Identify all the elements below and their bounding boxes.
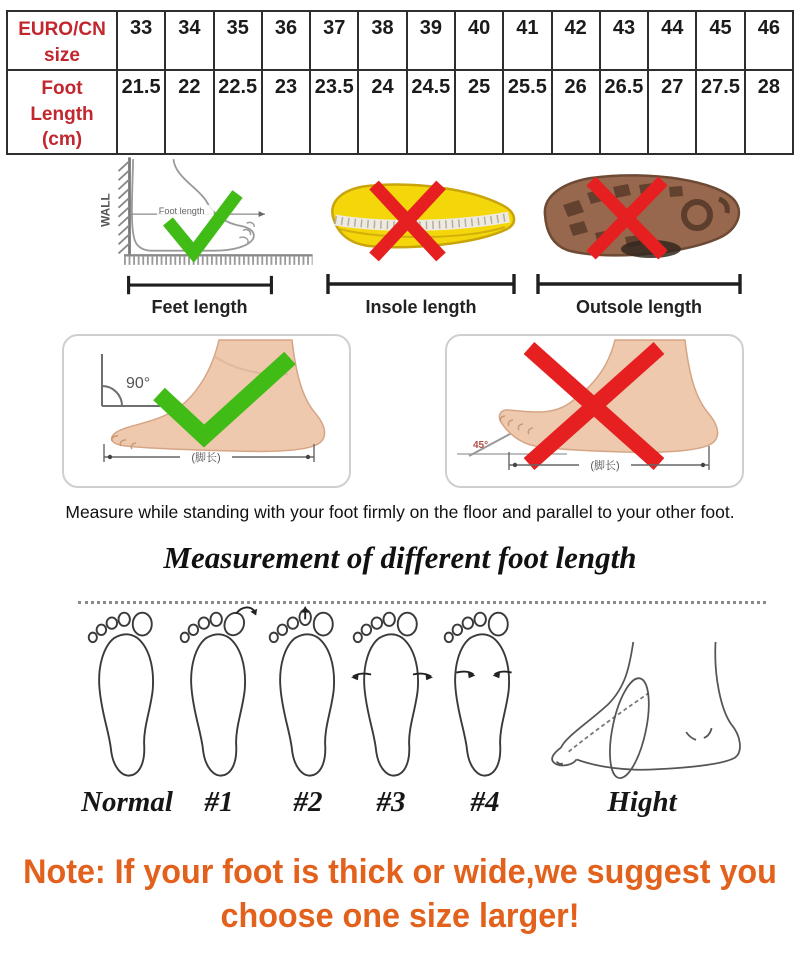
size-cell: 36 — [262, 11, 310, 70]
insole-length-figure — [316, 150, 526, 318]
size-note-line2: choose one size larger! — [220, 896, 580, 935]
foot-photo-silhouette — [112, 340, 325, 451]
size-row-header-line1: EURO/CN — [18, 19, 106, 40]
insole-illustration — [319, 165, 524, 269]
foot-type-label-hight: Hight — [607, 786, 677, 818]
foot-type-label-normal: Normal — [81, 786, 173, 818]
footprint-type4 — [440, 606, 528, 782]
feet-length-label: Feet length — [151, 297, 248, 317]
foot-type-label-2: #2 — [293, 786, 323, 818]
footlength-cell: 25 — [455, 70, 503, 154]
size-cell: 44 — [648, 11, 696, 70]
size-cell: 34 — [165, 11, 213, 70]
table-row — [7, 11, 793, 70]
wrong-stance-box — [445, 334, 744, 488]
footprint-normal — [84, 606, 172, 782]
footlength-cell: 26.5 — [600, 70, 648, 154]
outsole-length-label: Outsole length — [576, 297, 702, 317]
size-cell: 35 — [214, 11, 262, 70]
dimension-label: (脚长) — [191, 452, 221, 464]
footlength-cell: 22.5 — [214, 70, 262, 154]
outsole-length-figure — [526, 150, 752, 318]
feet-length-figure — [62, 150, 337, 318]
measure-line — [119, 275, 281, 295]
footlength-cell: 24 — [358, 70, 406, 154]
size-cell: 43 — [600, 11, 648, 70]
footprint-type3 — [350, 606, 436, 782]
footlength-cell: 24.5 — [407, 70, 455, 154]
size-cell: 39 — [407, 11, 455, 70]
measure-line — [535, 273, 743, 295]
wrong-stance-illustration — [447, 336, 738, 482]
foot-type-label-3: #3 — [376, 786, 406, 818]
wall-label: WALL — [97, 193, 112, 227]
foot-length-annotation: Foot length — [158, 206, 205, 217]
footprint-type2 — [266, 606, 352, 782]
footlength-cell: 26 — [552, 70, 600, 154]
size-row-header-line2: size — [44, 44, 80, 66]
size-cell: 45 — [696, 11, 744, 70]
green-check-icon — [167, 194, 237, 253]
foot-type-label-1: #1 — [204, 786, 234, 818]
instep-height-illustration — [538, 640, 756, 782]
footlength-row-header — [7, 70, 117, 154]
foot-type-label-4: #4 — [470, 786, 500, 818]
footlength-cell: 23 — [262, 70, 310, 154]
outsole-illustration — [529, 163, 749, 269]
footlength-cell: 23.5 — [310, 70, 358, 154]
foot-against-wall-sketch — [65, 150, 335, 271]
size-cell: 41 — [503, 11, 551, 70]
footlength-cell: 28 — [745, 70, 793, 154]
size-cell: 42 — [552, 11, 600, 70]
size-note — [20, 851, 780, 938]
footlength-cell: 21.5 — [117, 70, 165, 154]
footlength-cell: 22 — [165, 70, 213, 154]
toe-alignment-dotted-line — [78, 601, 766, 604]
table-row — [7, 70, 793, 154]
angle-45-label: 45° — [473, 440, 489, 451]
measure-line — [325, 273, 517, 295]
size-cell: 33 — [117, 11, 165, 70]
size-cell: 37 — [310, 11, 358, 70]
size-note-line1: Note: If your foot is thick or wide,we suggest you — [23, 853, 777, 891]
footlength-row-header-line2: (cm) — [41, 129, 83, 151]
footlength-row-header-line1: Foot Length — [30, 78, 94, 125]
footlength-cell: 27 — [648, 70, 696, 154]
footlength-cell: 27.5 — [696, 70, 744, 154]
footprint-type1 — [176, 606, 264, 782]
size-cell: 40 — [455, 11, 503, 70]
size-cell: 38 — [358, 11, 406, 70]
correct-stance-illustration — [64, 336, 345, 482]
footlength-cell: 25.5 — [503, 70, 551, 154]
section-title: Measurement of different foot length — [163, 540, 637, 575]
size-cell: 46 — [745, 11, 793, 70]
size-row-header — [7, 11, 117, 70]
size-conversion-table — [6, 10, 794, 155]
dimension-label: (脚长) — [590, 460, 620, 472]
insole-length-label: Insole length — [365, 297, 477, 317]
measure-instruction: Measure while standing with your foot firmly on the floor and parallel to your other foot. — [65, 502, 735, 522]
girth-ellipse — [603, 675, 657, 782]
correct-stance-box — [62, 334, 351, 488]
angle-90-label: 90° — [126, 375, 151, 392]
